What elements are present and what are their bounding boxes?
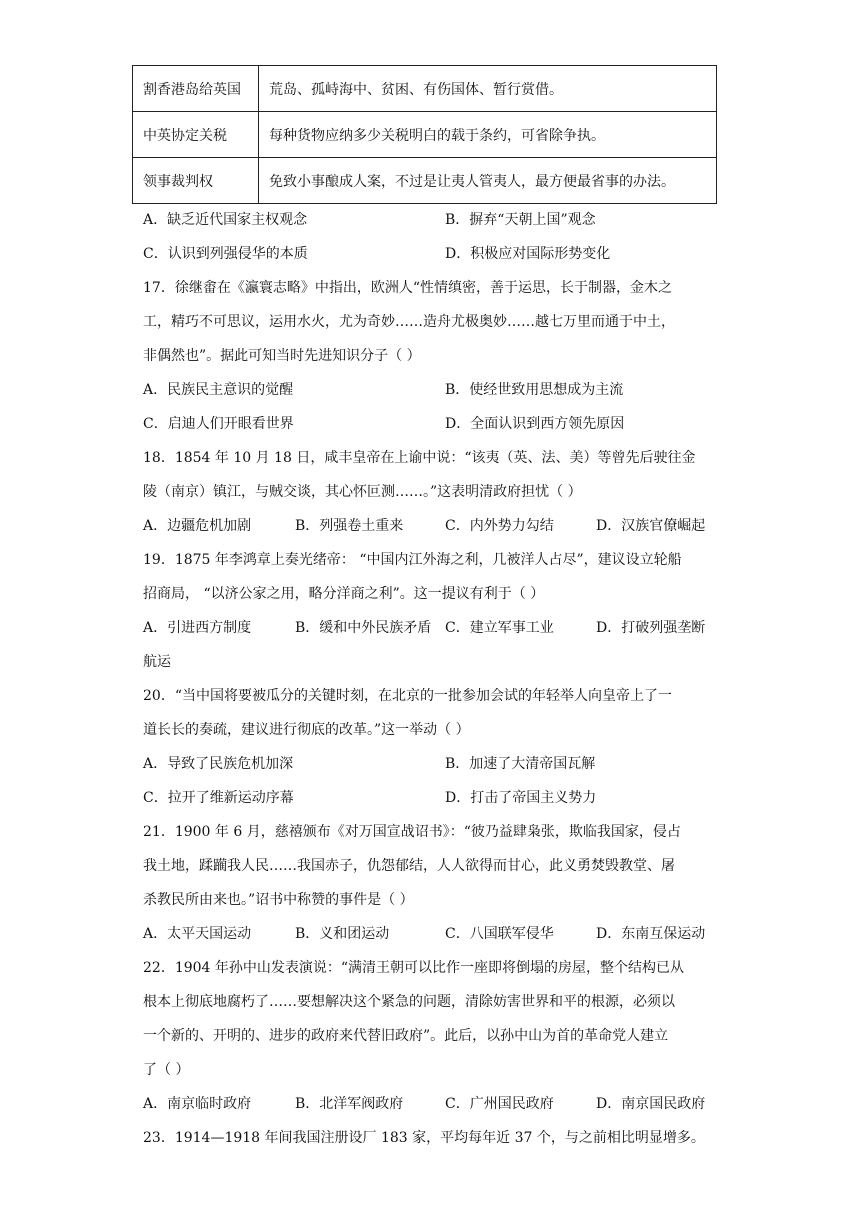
- q18-option-a: A．边疆危机加剧: [143, 518, 252, 534]
- table-cell: 中英协定关税: [133, 112, 259, 158]
- q18-option-c: C．内外势力勾结: [445, 518, 554, 534]
- q17-option-b: B．使经世致用思想成为主流: [445, 382, 624, 398]
- table-row: [133, 66, 717, 112]
- q19-option-a: A．引进西方制度: [143, 620, 252, 636]
- table-cell: 领事裁判权: [133, 158, 259, 204]
- q18-option-d: D．汉族官僚崛起: [596, 518, 706, 534]
- q22-stem-line: 根本上彻底地腐朽了……要想解决这个紧急的问题，清除妨害世界和平的根源，必须以: [143, 994, 675, 1010]
- q16-option-d: D．积极应对国际形势变化: [445, 246, 611, 262]
- q19-option-b: B．缓和中外民族矛盾: [295, 620, 432, 636]
- q22-option-d: D．南京国民政府: [596, 1096, 706, 1112]
- q21-option-c: C．八国联军侵华: [445, 926, 554, 942]
- q21-stem-line: 21．1900 年 6 月，慈禧颁布《对万国宣战诏书》：“彼乃益肆枭张，欺临我国家，侵占: [143, 824, 681, 840]
- q19-stem-line: 19．1875 年李鸿章上奏光绪帝： “中国内江外海之利，几被洋人占尽”，建议设立轮船: [143, 552, 682, 568]
- q19-option-c: C．建立军事工业: [445, 620, 554, 636]
- q22-option-a: A．南京临时政府: [143, 1096, 252, 1112]
- q20-option-a: A．导致了民族危机加深: [143, 756, 294, 772]
- q20-stem-line: 20．“当中国将要被瓜分的关键时刻，在北京的一批参加会试的年轻举人向皇帝上了一: [143, 688, 672, 704]
- q16-option-c: C．认识到列强侵华的本质: [143, 246, 308, 262]
- q21-option-b: B．义和团运动: [295, 926, 390, 942]
- q19-option-d-continued: 航运: [143, 654, 171, 670]
- q19-option-d: D．打破列强垄断: [596, 620, 706, 636]
- q21-stem-line: 我土地，蹂躏我人民……我国赤子，仇怨郁结，人人欲得而甘心，此义勇焚毁教堂、屠: [143, 858, 675, 874]
- q22-stem-line: 一个新的、开明的、进步的政府来代替旧政府”。此后，以孙中山为首的革命党人建立: [143, 1028, 669, 1044]
- q17-option-c: C．启迪人们开眼看世界: [143, 416, 294, 432]
- q22-option-b: B．北洋军阀政府: [295, 1096, 404, 1112]
- q22-stem-line: 22．1904 年孙中山发表演说：“满清王朝可以比作一座即将倒塌的房屋，整个结构已从: [143, 960, 685, 976]
- q21-stem-line: 杀教民所由来也。”诏书中称赞的事件是（ ）: [143, 892, 414, 908]
- q20-stem-line: 道长长的奏疏，建议进行彻底的改革。”这一举动（ ）: [143, 722, 470, 738]
- table-cell: 免致小事酿成人案，不过是让夷人管夷人，最方便最省事的办法。: [259, 158, 717, 204]
- table-row: [133, 158, 717, 204]
- q22-option-c: C．广州国民政府: [445, 1096, 554, 1112]
- q20-option-d: D．打击了帝国主义势力: [445, 790, 597, 806]
- q17-option-a: A．民族民主意识的觉醒: [143, 382, 294, 398]
- q16-option-a: A．缺乏近代国家主权观念: [143, 212, 308, 228]
- q20-option-b: B．加速了大清帝国瓦解: [445, 756, 596, 772]
- q17-stem-line: 非偶然也”。据此可知当时先进知识分子（ ）: [143, 348, 421, 364]
- q20-option-c: C．拉开了维新运动序幕: [143, 790, 294, 806]
- q16-option-b: B．摒弃“天朝上国”观念: [445, 212, 596, 228]
- q17-stem-line: 17．徐继畬在《瀛寰志略》中指出，欧洲人“性情缜密，善于运思，长于制器，金木之: [143, 280, 672, 296]
- q18-stem-line: 18．1854 年 10 月 18 日，咸丰皇帝在上谕中说：“该夷（英、法、美）等曾先后驶往金: [143, 450, 696, 466]
- table-cell: 割香港岛给英国: [133, 66, 259, 112]
- table-row: [133, 112, 717, 158]
- q23-stem-line: 23．1914—1918 年间我国注册设厂 183 家，平均每年近 37 个，与之前相比明显增多。: [143, 1130, 705, 1146]
- q21-option-a: A．太平天国运动: [143, 926, 252, 942]
- q17-stem-line: 工，精巧不可思议，运用水火，尤为奇妙……造舟尤极奥妙……越七万里而通于中土，: [143, 314, 675, 330]
- q18-stem-line: 陵（南京）镇江，与贼交谈，其心怀叵测……。”这表明清政府担忧（ ）: [143, 484, 582, 500]
- q19-stem-line: 招商局， “以济公家之用，略分洋商之利”。这一提议有利于（ ）: [143, 586, 545, 602]
- treaty-attitude-table: [132, 65, 717, 204]
- table-cell: 荒岛、孤峙海中、贫困、有伤国体、暂行赏借。: [259, 66, 717, 112]
- q21-option-d: D．东南互保运动: [596, 926, 706, 942]
- table-cell: 每种货物应纳多少关税明白的载于条约，可省除争执。: [259, 112, 717, 158]
- q17-option-d: D．全面认识到西方领先原因: [445, 416, 625, 432]
- q18-option-b: B．列强卷土重来: [295, 518, 404, 534]
- q22-stem-line: 了（ ）: [143, 1062, 190, 1078]
